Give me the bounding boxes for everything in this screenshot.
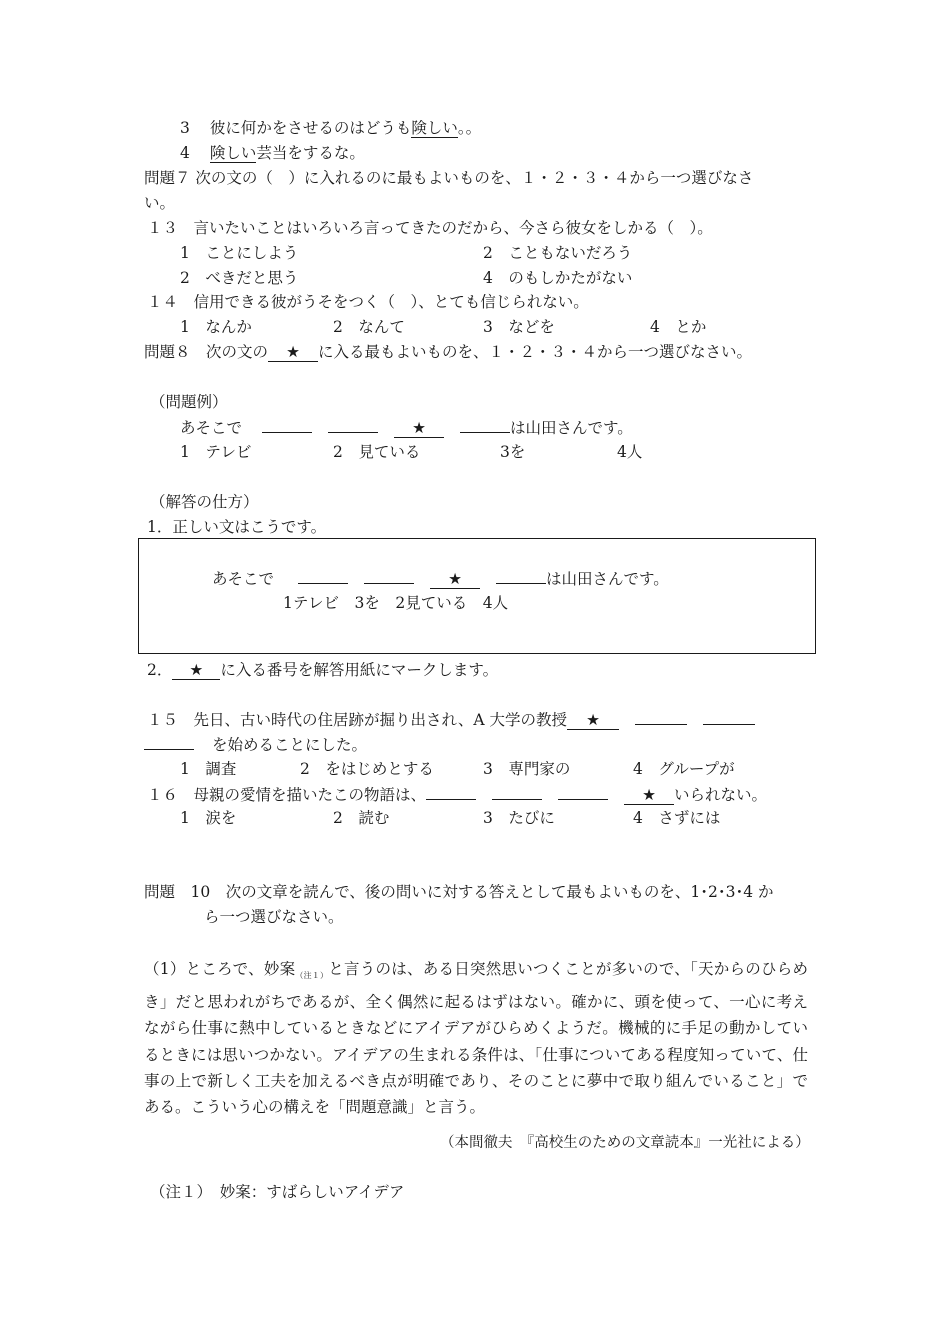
example-sentence-pre: あそこで [180,419,243,437]
q14-option-2: 2 なんて [333,318,405,336]
item-number: 4 [180,144,190,162]
star-blank: ★ [172,661,220,680]
answer-blank [460,417,510,433]
q13-option-3: 2 べきだと思う [180,269,299,287]
answer-blank [364,568,414,584]
q10-instruction-line2: ら一つ選びなさい。 [204,908,344,926]
q15-option-3: 3 専門家の [483,760,571,778]
underlined-word: 険しい [209,144,257,162]
answer-blank [328,417,378,433]
answer-method-label: （解答の仕方） [150,493,259,511]
reading-passage [144,956,808,1120]
star-blank: ★ [268,343,318,362]
example-sentence-post: は山田さんです。 [510,419,633,437]
q13-option-4: 4 のもしかたがない [483,269,633,287]
answer-blank [144,734,194,750]
q16-option-2: 2 読む [333,809,390,827]
star-blank: ★ [430,570,480,589]
q8-instruction [144,342,752,362]
q16-option-1: 1 涙を [180,809,237,827]
answer-step-2-number: 2． [147,661,173,679]
q10-instruction-line1: 問題 10 次の文章を読んで、後の問いに対する答えとして最もよいものを、1･2･3･4 か [144,883,774,901]
prev-item-3 [180,118,481,138]
underlined-word: 険しい [411,119,458,137]
q15-option-2: 2 をはじめとする [300,760,434,778]
item-text: 芸当をするな。 [256,144,365,162]
q16-text-end: いられない。 [674,786,768,804]
box-options: 1テレビ 3を 2見ている 4人 [283,594,509,612]
q16-option-4: 4 さずには [633,809,721,827]
q13-text: １３ 言いたいことはいろいろ言ってきたのだから、今さら彼女をしかる（ ）。 [147,219,713,237]
q14-option-3: 3 などを [483,318,555,336]
q15-text-end: を始めることにした。 [212,736,368,754]
q16-text [147,784,767,805]
answer-blank [558,784,608,800]
answer-blank [635,709,687,725]
star-blank: ★ [567,711,619,730]
answer-blank [496,568,546,584]
q8-instruction-post: に入る最もよいものを、１・２・３・４から一つ選びなさい。 [318,343,753,361]
q14-option-4: 4 とか [650,318,707,336]
example-option-3: 3を [500,443,526,461]
box-sentence [212,568,669,589]
q15-text [147,709,755,730]
note-reference: （注１） [295,971,329,980]
answer-blank [298,568,348,584]
q15-text-pre: １５ 先日、古い時代の住居跡が掘り出され、A 大学の教授 [147,711,568,729]
q16-text-pre: １６ 母親の愛情を描いたこの物語は、 [147,786,427,804]
q7-instruction-line2: い。 [144,194,176,212]
q13-option-1: 1 ことにしよう [180,244,299,262]
q14-option-1: 1 なんか [180,318,252,336]
q15-text-line2 [144,734,367,755]
answer-step-2-text: に入る番号を解答用紙にマークします。 [220,661,499,679]
example-option-4: 4人 [617,443,643,461]
box-sentence-pre: あそこで [212,570,275,588]
source-citation: （本間徹夫 『高校生のための文章読本』一光社による） [440,1135,810,1151]
q14-text: １４ 信用できる彼がうそをつく（ ）、とても信じられない。 [147,293,589,311]
answer-step-1: 1．正しい文はこうです。 [147,518,327,536]
box-sentence-post: は山田さんです。 [546,570,669,588]
answer-blank [492,784,542,800]
q8-instruction-pre: 問題８ 次の文の [144,343,269,361]
example-option-2: 2 見ている [333,443,421,461]
q16-option-3: 3 たびに [483,809,555,827]
passage-body: と言うのは、ある日突然思いつくことが多いので、「天からのひらめき」だと思われがちであるが、全く偶然に起るはずはない。確かに、頭を使って、一心に考えながら仕事に熱中しているときなどにアイデアがひらめくようだ。機械的に手足の動かしているときには思いつかない。アイデアの生まれる条件は、「仕事についてある程度知っていて、仕事の上で新しく工夫を加えるべき点が明確であり、そのことに夢中で取り組んでいること」である。こういう心の構えを「問題意識」と言う。 [144,960,808,1117]
example-sentence [180,417,633,438]
answer-blank [262,417,312,433]
q15-option-4: 4 グループが [633,760,735,778]
prev-item-4 [180,143,365,163]
example-option-1: 1 テレビ [180,443,252,461]
item-number: 3 [180,119,190,137]
example-label: （問題例） [150,393,228,411]
item-text: 彼に何かをさせるのはどうも [209,119,412,137]
q7-instruction-line1: 問題７ 次の文の（ ）に入れるのに最もよいものを、１・２・３・４から一つ選びなさ [144,169,754,187]
star-blank: ★ [624,786,674,805]
q13-option-2: 2 こともないだろう [483,244,633,262]
passage-start: （1）ところで、妙案 [144,960,296,978]
q15-option-1: 1 調査 [180,760,237,778]
item-text-end: 。。 [457,119,482,137]
footnote: （注１） 妙案：すばらしいアイデア [150,1183,405,1201]
answer-blank [426,784,476,800]
answer-step-2 [147,660,498,680]
star-blank: ★ [394,419,444,438]
answer-blank [703,709,755,725]
